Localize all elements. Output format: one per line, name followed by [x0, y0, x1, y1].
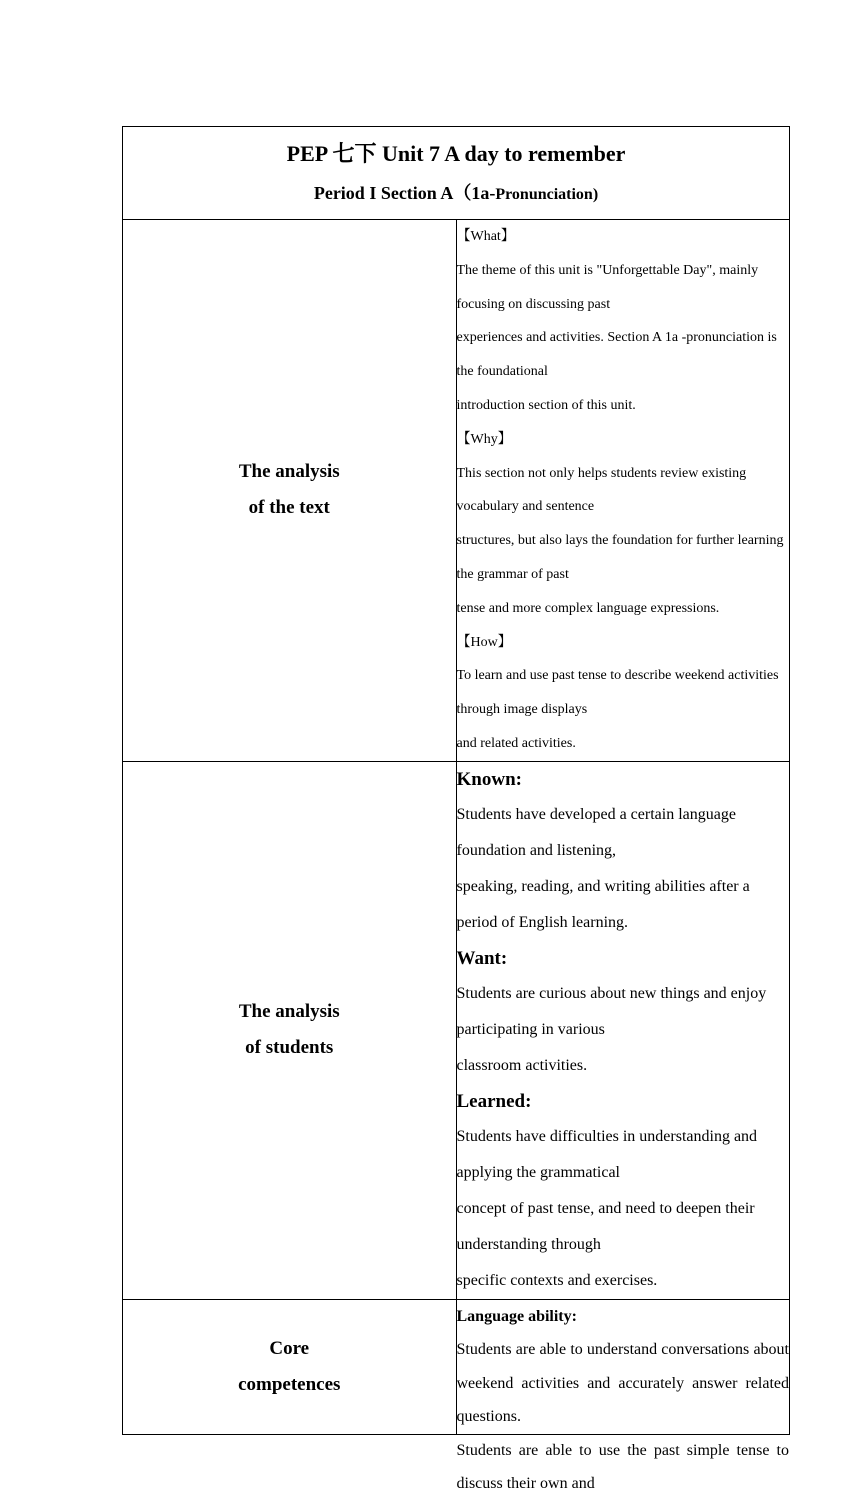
language-ability-heading: Language ability:	[456, 1307, 577, 1325]
learned-line: specific contexts and exercises.	[456, 1271, 658, 1289]
known-heading: Known:	[456, 768, 522, 790]
title-cell	[123, 127, 790, 220]
want-heading: Want:	[456, 947, 508, 969]
what-line: The theme of this unit is "Unforgettable Day", mainly focusing on discussing past	[456, 262, 759, 312]
core-competences-content	[456, 1299, 790, 1493]
what-line: experiences and activities. Section A 1a -pronunciation is the foundational	[456, 330, 777, 380]
why-line: This section not only helps students review existing vocabulary and sentence	[456, 465, 747, 515]
want-line: Students are curious about new things and enjoy participating in various	[456, 984, 767, 1038]
why-line: structures, but also lays the foundation for further learning the grammar of past	[456, 533, 784, 582]
core-paragraph: Students are able to use the past simple tense to discuss their own and	[456, 1441, 789, 1493]
unit-title: PEP 七下 Unit 7 A day to remember	[286, 141, 626, 166]
how-heading: 【How】	[456, 634, 512, 650]
core-competences-label: Core competences	[123, 1299, 457, 1434]
lesson-plan-table	[122, 126, 790, 1493]
period-subtitle: Period I Section A（1a-Pronunciation)	[313, 183, 599, 203]
how-line: and related activities.	[456, 735, 576, 751]
how-line: To learn and use past tense to describe weekend activities through image displays	[456, 668, 779, 718]
text-analysis-content	[456, 220, 790, 762]
learned-line: Students have difficulties in understanding and applying the grammatical	[456, 1127, 758, 1181]
why-heading: 【Why】	[456, 431, 512, 447]
known-line: Students have developed a certain language foundation and listening,	[456, 805, 736, 859]
known-line: speaking, reading, and writing abilities after a period of English learning.	[456, 877, 750, 931]
text-analysis-label: The analysis of the text	[123, 220, 457, 762]
student-analysis-content	[456, 761, 790, 1299]
why-line: tense and more complex language expressions.	[456, 600, 720, 616]
want-line: classroom activities.	[456, 1056, 588, 1074]
learned-heading: Learned:	[456, 1090, 532, 1112]
learned-line: concept of past tense, and need to deepen their understanding through	[456, 1199, 755, 1253]
what-heading: 【What】	[456, 229, 515, 244]
what-line: introduction section of this unit.	[456, 397, 636, 413]
core-paragraph: Students are able to understand conversations about weekend activities and accurately answer related questions.	[456, 1341, 789, 1426]
student-analysis-label: The analysis of students	[123, 761, 457, 1299]
